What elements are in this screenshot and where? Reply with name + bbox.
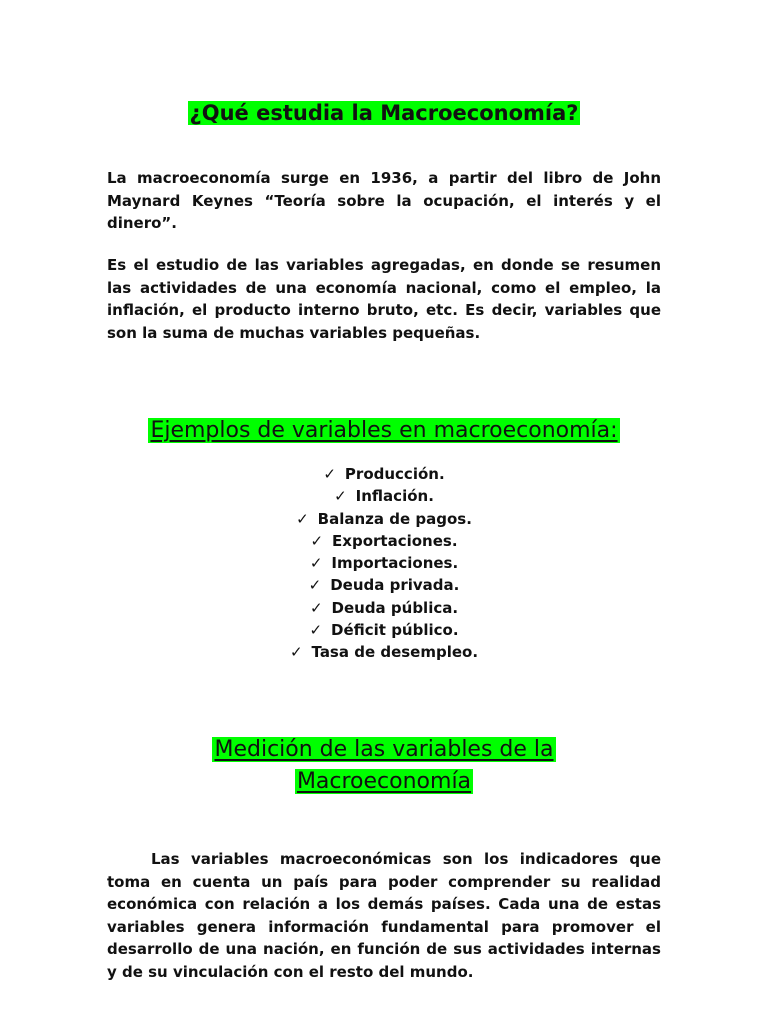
checklist-variables [0,463,768,664]
paragraph-origen: La macroeconomía surge en 1936, a partir del libro de John Maynard Keynes “Teoría sobre la ocupación, el interés y el dinero”. [107,169,661,232]
list-item-label: Déficit público. [331,621,459,640]
list-item [0,619,768,641]
check-icon: ✓ [334,487,347,506]
list-item-label: Deuda privada. [330,576,460,595]
list-item-label: Exportaciones. [332,531,458,550]
heading-text-line2: Macroeconomía [296,769,472,794]
check-icon: ✓ [289,643,303,662]
list-item-label: Producción. [344,465,445,483]
list-item [0,574,768,596]
list-item [0,552,768,574]
list-item [0,508,768,530]
list-item-label: Tasa de desempleo. [311,643,479,662]
check-icon: ✓ [310,531,324,550]
list-item [0,530,768,552]
list-item [0,485,768,507]
list-item-label: Importaciones. [331,554,459,573]
check-icon: ✓ [308,576,322,595]
heading-text: ¿Qué estudia la Macroeconomía? [189,101,579,125]
heading-ejemplos [0,415,768,446]
check-icon: ✓ [309,554,323,573]
list-item [0,597,768,619]
check-icon: ✓ [309,621,323,640]
check-icon: ✓ [323,465,336,483]
paragraph-definicion: Es el estudio de las variables agregadas, en donde se resumen las actividades de una economía nacional, como el empleo, la inflación, el producto interno bruto, etc. Es decir, variables que son la suma de muchas variables pequeñas. [107,256,661,342]
list-item-label: Inflación. [355,487,434,506]
heading-medicion [0,734,768,798]
check-icon: ✓ [309,598,323,617]
list-item [0,463,768,485]
heading-text-line1: Medición de las variables de la [214,737,554,762]
list-item-label: Deuda pública. [331,598,459,617]
heading-que-estudia [0,98,768,129]
paragraph-indicadores: Las variables macroeconómicas son los indicadores que toma en cuenta un país para poder comprender su realidad económica con relación a los demás países. Cada una de estas variables genera información fundamental para promover el desarrollo de una nación, en función de sus actividades internas y de su vinculación con el resto del mundo. [107,850,661,981]
check-icon: ✓ [296,509,309,528]
heading-text: Ejemplos de variables en macroeconomía: [150,418,618,443]
list-item [0,641,768,663]
list-item-label: Balanza de pagos. [317,509,472,528]
